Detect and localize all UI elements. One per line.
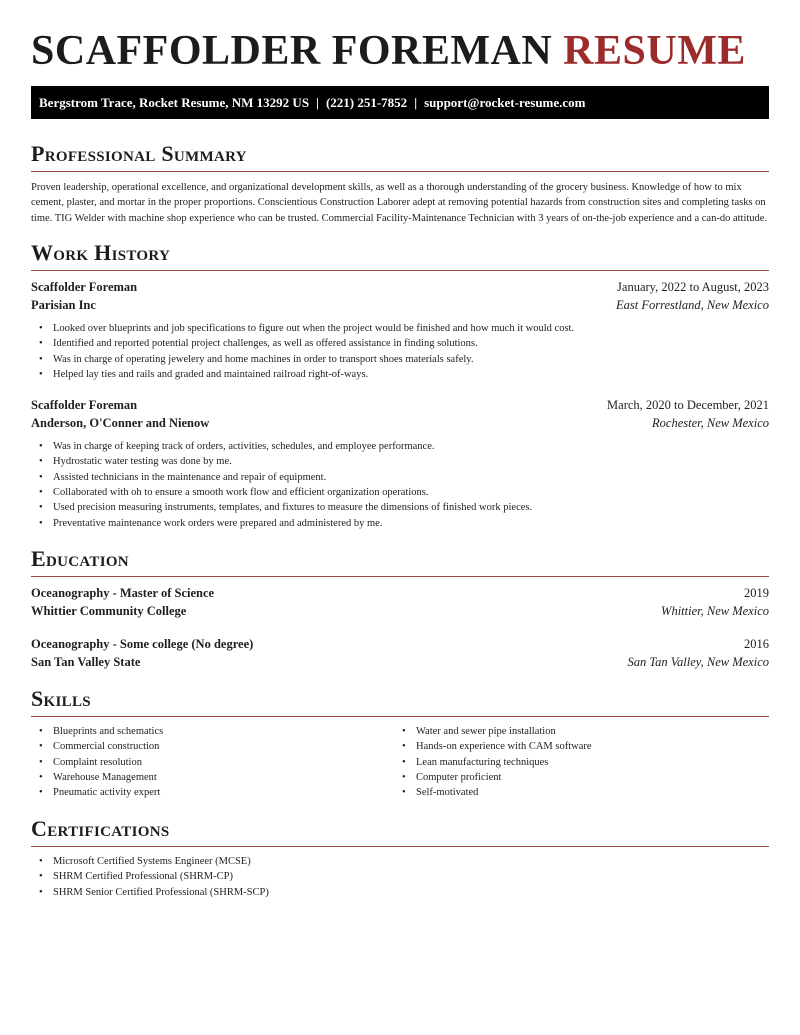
list-item: • Was in charge of operating jewelery and home machines in order to transport shoes materials safely. [31, 352, 769, 367]
contact-address: Bergstrom Trace, Rocket Resume, NM 13292 US [39, 95, 310, 110]
section-divider [31, 270, 769, 271]
skills-section [31, 686, 769, 804]
contact-email[interactable]: support@rocket-resume.com [424, 95, 586, 110]
job-position: Scaffolder Foreman [31, 280, 138, 294]
list-item: • Assisted technicians in the maintenance and repair of equipment. [31, 470, 769, 485]
list-item: • Microsoft Certified Systems Engineer (MCSE) [31, 854, 769, 869]
list-item: • Preventative maintenance work orders were prepared and administered by me. [31, 516, 769, 531]
job-location: Rochester, New Mexico [652, 415, 769, 430]
contact-separator: | [316, 95, 319, 110]
job-location: East Forrestland, New Mexico [616, 297, 769, 312]
list-item: • Complaint resolution [31, 755, 391, 770]
skills-list-left [31, 724, 391, 800]
section-divider [31, 846, 769, 847]
list-item: • Helped lay ties and rails and graded and maintained railroad right-of-ways. [31, 367, 769, 382]
list-item: • Blueprints and schematics [31, 724, 391, 739]
job-company: Anderson, O'Conner and Nienow [31, 415, 210, 430]
resume-title-accent: RESUME [563, 28, 746, 74]
list-item: • Identified and reported potential project challenges, as well as offered assistance in finding solutions. [31, 336, 769, 351]
contact-bar [31, 86, 769, 119]
list-item: • Warehouse Management [31, 770, 391, 785]
job-company: Parisian Inc [31, 297, 96, 312]
section-divider [31, 576, 769, 577]
certifications-heading: Certifications [31, 816, 170, 841]
education-entry [31, 636, 769, 671]
list-item: • Used precision measuring instruments, templates, and fixtures to measure the dimensions of finished work pieces. [31, 500, 769, 515]
job-position: Scaffolder Foreman [31, 398, 138, 413]
education-year: 2019 [744, 586, 769, 600]
list-item: • Water and sewer pipe installation [394, 724, 754, 739]
education-location: San Tan Valley, New Mexico [627, 654, 769, 669]
summary-section [31, 141, 769, 226]
list-item: • Hands-on experience with CAM software [394, 739, 754, 754]
education-school: San Tan Valley State [31, 654, 141, 669]
list-item: • Computer proficient [394, 770, 754, 785]
list-item: • Looked over blueprints and job specifications to figure out when the project would be finished and how much it would cost. [31, 321, 769, 336]
education-section [31, 546, 769, 671]
education-school: Whittier Community College [31, 603, 187, 618]
education-degree: Oceanography - Master of Science [31, 586, 215, 600]
contact-separator: | [414, 95, 418, 110]
skills-heading: Skills [31, 686, 91, 711]
summary-text: Proven leadership, operational excellence, and organizational development skills, as well as a thorough understanding of the grocery business. Knowledge of how to mix cement, plaster, and mortar in the proper proportions. Conscientious Construction Laborer adept at removing potential hazards from construction sites and completing tasks on time. TIG Welder with machine shop experience who can be trusted. Commercial Facility-Maintenance Technician with 3 years of on-the-job experience and a can-do attitude. [31, 182, 768, 224]
list-item: • Lean manufacturing techniques [394, 755, 754, 770]
list-item: • Pneumatic activity expert [31, 785, 391, 800]
job-dates: March, 2020 to December, 2021 [607, 398, 769, 413]
job-duties-list [31, 321, 769, 382]
certifications-list [31, 854, 769, 900]
skills-list-right [394, 724, 754, 800]
education-location: Whittier, New Mexico [661, 603, 769, 618]
work-history-section [31, 240, 769, 531]
education-year: 2016 [744, 637, 769, 651]
work-history-heading: Work History [31, 240, 171, 265]
section-divider [31, 171, 769, 172]
education-degree: Oceanography - Some college (No degree) [31, 637, 254, 651]
section-divider [31, 716, 769, 717]
education-heading: Education [31, 546, 129, 571]
list-item: • Was in charge of keeping track of orders, activities, schedules, and employee performance. [31, 439, 769, 454]
list-item: • Collaborated with oh to ensure a smooth work flow and efficient organization operations. [31, 485, 769, 500]
resume-title [31, 28, 746, 74]
list-item: • Hydrostatic water testing was done by me. [31, 454, 769, 469]
education-entry [31, 585, 769, 620]
resume-title-main: SCAFFOLDER FOREMAN [31, 28, 553, 74]
job-dates: January, 2022 to August, 2023 [617, 280, 769, 294]
job-duties-list [31, 439, 769, 531]
list-item: • Self-motivated [394, 785, 754, 800]
certifications-section [31, 816, 769, 900]
contact-phone[interactable]: (221) 251-7852 [325, 95, 408, 110]
summary-heading: Professional Summary [31, 141, 247, 166]
skills-columns [31, 724, 769, 804]
list-item: • Commercial construction [31, 739, 391, 754]
list-item: • SHRM Certified Professional (SHRM-CP) [31, 869, 769, 884]
job-entry [31, 397, 769, 531]
job-entry [31, 279, 769, 382]
list-item: • SHRM Senior Certified Professional (SHRM-SCP) [31, 885, 769, 900]
